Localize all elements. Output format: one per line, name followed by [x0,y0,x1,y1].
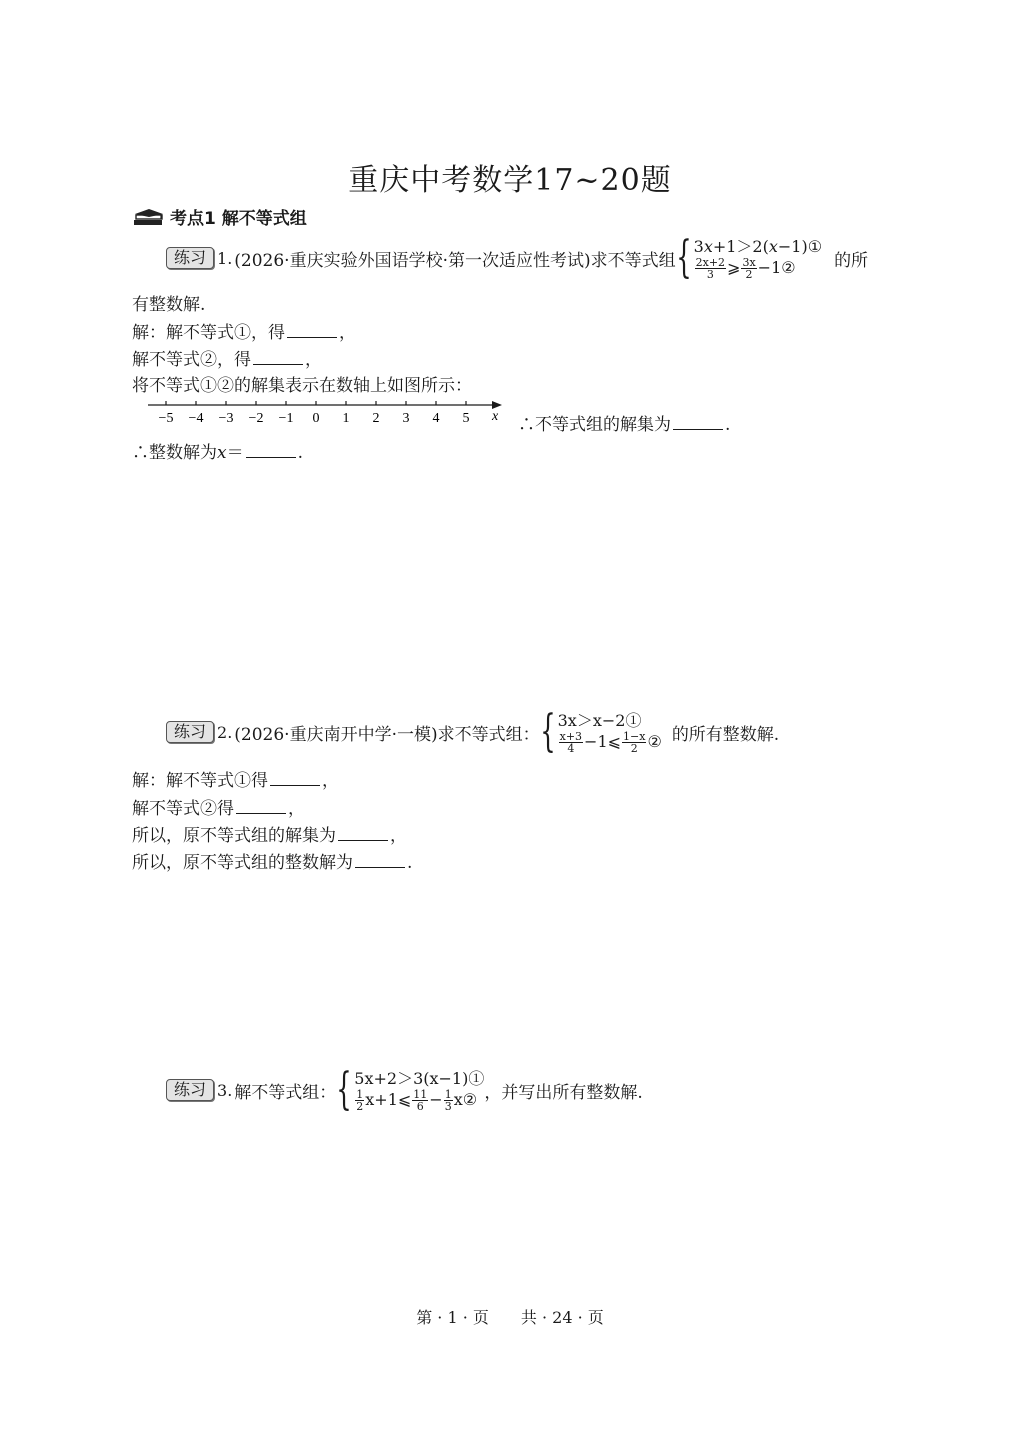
answer-blank [355,853,405,868]
q1-conclusion-1: ∴不等式组的解集为 . [518,415,731,435]
page-title: 重庆中考数学17~20题 [348,163,672,198]
axis-tick-label: 4 [432,411,440,426]
q1-number: 1. [217,248,233,268]
axis-tick-label: −1 [278,411,294,426]
q1-badge: 练习 [166,247,214,269]
q3-number: 3. [217,1080,233,1100]
q3-header [166,1064,643,1115]
axis-tick-label: 0 [312,411,320,426]
answer-blank [270,771,320,786]
answer-blank [236,799,286,814]
axis-variable: x [492,409,499,424]
q3-badge: 练习 [166,1079,214,1101]
books-icon [132,206,166,228]
section-heading [132,204,307,229]
axis-tick-label: −4 [188,411,204,426]
q1-header [166,232,869,283]
q2-source: (2026·重庆南开中学·一模)求不等式组： [234,724,540,745]
q2-number: 2. [217,722,233,742]
q3-brace: { [336,1064,352,1115]
q2-solution-4: 所以，原不等式组的整数解为 . [132,853,413,873]
q1-eq2: $\frac{2x+2}{3}$ ⩾ $\frac{3x}{2}$ −1② [695,255,796,281]
axis-tick-label: −5 [158,411,174,426]
q2-solution-1: 解：解不等式①得 ， [132,771,339,791]
q2-brace: { [539,706,556,757]
q2-solution-2: 解不等式②得 ， [132,799,305,819]
q2-suffix: 的所有整数解. [671,724,780,745]
q1-suffix: 的所 [834,250,869,271]
q3-eq1: 5x+2＞3(x−1)① [354,1068,485,1088]
number-line-arrow [492,401,502,409]
q3-prefix: 解不等式组： [234,1082,337,1103]
q3-eq2: $\frac{1}{2}$ x+1⩽ $\frac{11}{6}$ − $\frac{1}{3}$ x② [356,1087,478,1113]
q1-solution-3: 将不等式①②的解集表示在数轴上如图所示： [132,376,472,396]
q1-brace: { [675,232,692,283]
q3-suffix: ，并写出所有整数解. [484,1082,643,1103]
axis-tick-label: −3 [218,411,234,426]
q1-source: (2026·重庆实验外国语学校·第一次适应性考试)求不等式组 [234,250,676,271]
page-footer: 第 · 1 · 页 共 · 24 · 页 [416,1308,604,1327]
q2-eq1: 3x＞x−2① [557,710,642,730]
axis-tick-label: 3 [402,411,410,426]
q1-system [675,232,823,283]
q1-solution-1: 解：解不等式①，得 ， [132,323,356,343]
axis-tick-label: 5 [462,411,470,426]
q1-eq1: 3x+1＞2(x−1)① [693,236,823,256]
q1-line2: 有整数解. [132,295,206,315]
answer-blank [246,443,296,458]
axis-tick-label: 1 [342,411,350,426]
q2-badge: 练习 [166,721,214,743]
answer-blank [673,415,723,430]
axis-tick-label: −2 [248,411,264,426]
q2-eq2: $\frac{x+3}{4}$ −1⩽ $\frac{1-x}{2}$ ② [559,729,662,755]
q2-header [166,706,780,757]
answer-blank [253,350,303,365]
q2-solution-3: 所以，原不等式组的解集为 ， [132,826,407,846]
q2-system [539,706,662,757]
q3-system [336,1064,485,1115]
section-heading-label: 考点1 解不等式组 [170,209,307,229]
answer-blank [338,826,388,841]
axis-tick-label: 2 [372,411,380,426]
answer-blank [287,323,337,338]
q1-solution-2: 解不等式②，得 ， [132,350,322,370]
q1-conclusion-2: ∴整数解为x＝ . [132,443,303,463]
number-line [140,396,520,432]
